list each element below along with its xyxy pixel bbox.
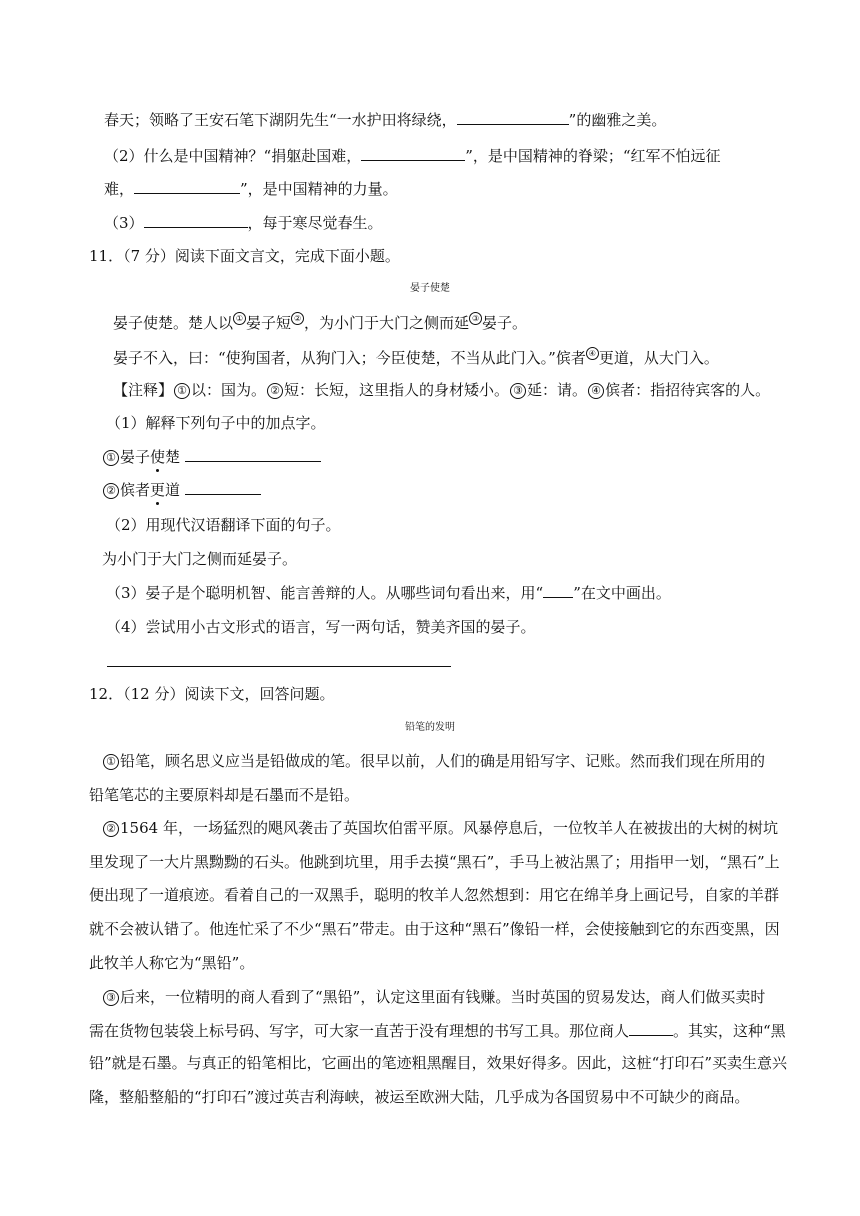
paragraph-number: ② bbox=[103, 821, 119, 837]
q12-p2-line-5: 此牧羊人称它为“黑铅”。 bbox=[89, 954, 255, 972]
note-number: ③ bbox=[510, 383, 526, 399]
q11-sub-1-item-1 bbox=[102, 446, 321, 467]
underline-sample bbox=[543, 582, 573, 598]
q12-p3-line-1 bbox=[102, 987, 765, 1007]
q12-p3-line-3: 铅”就是石墨。与真正的铅笔相比，它画出的笔迹粗黑醒目，效果好得多。因此，这桩“打印石”买卖生意兴 bbox=[89, 1054, 788, 1072]
q10-line-3 bbox=[104, 178, 398, 199]
q11-sub-1-item-2 bbox=[102, 479, 261, 500]
note-text: 短：长短，这里指人的身材矮小。 bbox=[284, 381, 510, 399]
text: ”的幽雅之美。 bbox=[568, 111, 667, 129]
text: 晏子短 bbox=[246, 314, 292, 332]
q11-notes bbox=[113, 380, 770, 400]
text: 难， bbox=[104, 180, 135, 198]
q11-paragraph-2 bbox=[113, 347, 719, 368]
q11-sub-4: （4）尝试用小古文形式的语言，写一两句话，赞美齐国的晏子。 bbox=[106, 618, 536, 636]
text: （3）晏子是个聪明机智、能言善辩的人。从哪些词句看出来，用“ bbox=[106, 584, 544, 602]
answer-line[interactable] bbox=[107, 666, 451, 667]
note-text: 延：请。 bbox=[527, 381, 588, 399]
text: 更道，从大门入。 bbox=[598, 349, 719, 367]
q11-sub-2-sentence: 为小门于大门之侧而延晏子。 bbox=[102, 550, 298, 568]
item-number: ① bbox=[103, 450, 119, 466]
note-text: 傧者：指招待宾客的人。 bbox=[605, 381, 771, 399]
text: 道 bbox=[165, 481, 181, 499]
q11-paragraph-1 bbox=[113, 312, 527, 333]
q11-sub-1: （1）解释下列句子中的加点字。 bbox=[106, 414, 326, 432]
text: 晏子。 bbox=[482, 314, 528, 332]
note-number: ① bbox=[174, 383, 190, 399]
answer-blank[interactable] bbox=[134, 178, 240, 194]
answer-blank[interactable] bbox=[185, 479, 261, 495]
item-number: ② bbox=[103, 483, 119, 499]
text: 楚 bbox=[165, 448, 181, 466]
text: 1564 年，一场猛烈的飓风袭击了英国坎伯雷平原。风暴停息后，一位牧羊人在被拔出的大树的树坑 bbox=[120, 819, 778, 837]
dotted-char: 使 bbox=[150, 448, 166, 466]
note-marker: ① bbox=[233, 312, 246, 325]
text: ”，是中国精神的脊梁；“红军不怕远征 bbox=[465, 147, 721, 165]
answer-blank[interactable] bbox=[361, 145, 465, 161]
q11-title: 晏子使楚 bbox=[410, 283, 450, 294]
text: ，为小门于大门之侧而延 bbox=[304, 314, 470, 332]
notes-label: 【注释】 bbox=[113, 381, 174, 399]
text: ”，是中国精神的力量。 bbox=[240, 180, 398, 198]
text: 晏子使楚。楚人以 bbox=[113, 314, 234, 332]
q12-title: 铅笔的发明 bbox=[405, 722, 455, 733]
q12-p3-line-2 bbox=[89, 1020, 786, 1041]
text: 需在货物包装袋上标号码、写字，可大家一直苦于没有理想的书写工具。那位商人 bbox=[89, 1022, 630, 1040]
note-marker: ② bbox=[291, 312, 304, 325]
q10-line-2 bbox=[104, 145, 721, 166]
dotted-char: 更 bbox=[150, 481, 166, 499]
text: ，每于寒尽觉春生。 bbox=[247, 214, 383, 232]
text: （3） bbox=[104, 214, 144, 232]
answer-blank[interactable] bbox=[144, 212, 248, 228]
q12-p1-line-1 bbox=[102, 751, 765, 771]
paragraph-number: ③ bbox=[103, 990, 119, 1006]
note-text: 以：国为。 bbox=[191, 381, 267, 399]
q10-line-1 bbox=[104, 109, 666, 130]
q11-sub-3 bbox=[106, 582, 671, 603]
note-marker: ③ bbox=[469, 312, 482, 325]
q12-header: 12．（12 分）阅读下文，回答问题。 bbox=[89, 685, 335, 703]
q12-p2-line-3: 便出现了一道痕迹。看着自己的一双黑手，聪明的牧羊人忽然想到：用它在绵羊身上画记号，自家的羊群 bbox=[89, 886, 780, 904]
q12-p3-line-4: 隆，整船整船的“打印石”渡过英吉利海峡，被运至欧洲大陆，几乎成为各国贸易中不可缺少的商品。 bbox=[89, 1088, 750, 1106]
text: ”在文中画出。 bbox=[573, 584, 671, 602]
text: 傧者 bbox=[120, 481, 151, 499]
q12-p2-line-1 bbox=[102, 818, 778, 838]
text: （2）什么是中国精神？“捐躯赴国难， bbox=[104, 147, 362, 165]
text: 后来，一位精明的商人看到了“黑铅”，认定这里面有钱赚。当时英国的贸易发达，商人们做买卖时 bbox=[120, 988, 766, 1006]
answer-blank[interactable] bbox=[457, 109, 569, 125]
q12-p2-line-2: 里发现了一大片黑黝黝的石头。他跳到坑里，用手去摸“黑石”，手马上被沾黑了；用指甲一划，“黑石”上 bbox=[89, 853, 780, 871]
paragraph-number: ① bbox=[103, 754, 119, 770]
text: 铅笔，顾名思义应当是铅做成的笔。很早以前，人们的确是用铅写字、记账。然而我们现在所用的 bbox=[120, 752, 766, 770]
q11-sub-2: （2）用现代汉语翻译下面的句子。 bbox=[106, 516, 341, 534]
text: 晏子 bbox=[120, 448, 151, 466]
note-number: ④ bbox=[588, 383, 604, 399]
answer-blank[interactable] bbox=[185, 446, 321, 462]
text: 。其实，这种“黑 bbox=[673, 1022, 786, 1040]
text: 晏子不入，曰：“使狗国者，从狗门入；今臣使楚，不当从此门入。”傧者 bbox=[113, 349, 586, 367]
note-marker: ④ bbox=[586, 347, 599, 360]
q12-p2-line-4: 就不会被认错了。他连忙采了不少“黑石”带走。由于这种“黑石”像铅一样，会使接触到它的东西变黑，因 bbox=[89, 920, 780, 938]
note-number: ② bbox=[267, 383, 283, 399]
answer-blank[interactable] bbox=[629, 1020, 673, 1036]
q11-header: 11．（7 分）阅读下面文言文，完成下面小题。 bbox=[89, 247, 400, 265]
q10-line-4 bbox=[104, 212, 383, 233]
text: 春天；领略了王安石笔下湖阴先生“一水护田将绿绕， bbox=[104, 111, 457, 129]
q12-p1-line-2: 铅笔笔芯的主要原料却是石墨而不是铅。 bbox=[89, 786, 360, 804]
